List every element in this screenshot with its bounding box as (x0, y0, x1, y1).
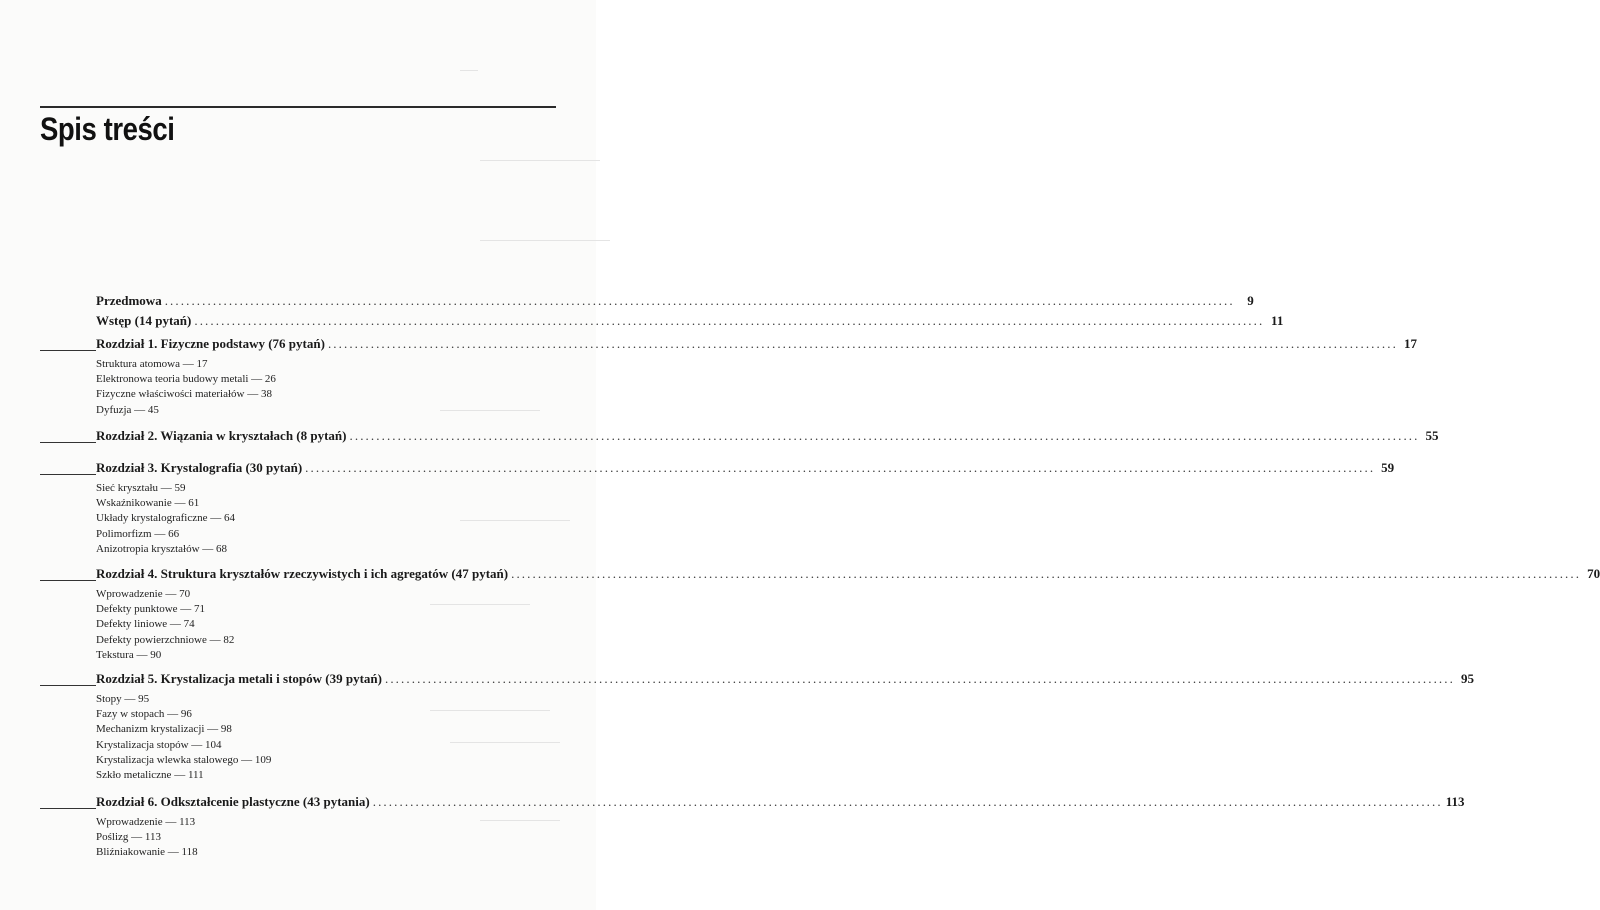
toc-entry-page: 17 (1403, 336, 1417, 351)
dot-leader: ........................................................................................................................................................................................................ (164, 293, 1235, 308)
toc-entry-page: 70 (1587, 566, 1600, 581)
show-through-line (460, 70, 478, 71)
toc-entry-title: Przedmowa (96, 293, 162, 308)
toc-subsection[interactable]: Mechanizm krystalizacji — 98 (96, 723, 232, 736)
toc-entry-page: 95 (1460, 671, 1474, 686)
chapter-rule (40, 580, 96, 581)
toc-entry-title: Rozdział 5. Krystalizacja metali i stopów (39 pytań) (96, 671, 382, 686)
toc-subsection[interactable]: Stopy — 95 (96, 693, 150, 705)
toc-subsection[interactable]: Wprowadzenie — 113 (96, 816, 196, 828)
toc-subsection[interactable]: Elektronowa teoria budowy metali — 26 (96, 373, 276, 386)
show-through-line (430, 604, 530, 605)
toc-subsection[interactable]: Układy krystalograficzne — 64 (96, 512, 235, 525)
toc-entry-title: Rozdział 4. Struktura kryształów rzeczywistych i ich agregatów (47 pytań) (96, 566, 509, 581)
toc-entry-title: Wstęp (14 pytań) (96, 313, 192, 328)
dot-leader: ........................................................................................................................................................................................................ (305, 460, 1376, 475)
toc-entry-title: Rozdział 1. Fizyczne podstawy (76 pytań) (96, 336, 325, 351)
dot-leader: ........................................................................................................................................................................................................ (372, 794, 1443, 809)
dot-leader: ........................................................................................................................................................................................................ (384, 671, 1455, 686)
show-through-line (430, 710, 550, 711)
toc-subsection[interactable]: Fazy w stopach — 96 (96, 708, 192, 721)
chapter-rule (40, 442, 96, 443)
toc-entry-page: 55 (1425, 428, 1439, 443)
toc-subsection[interactable]: Fizyczne właściwości materiałów — 38 (96, 388, 272, 401)
toc-subsection[interactable]: Wprowadzenie — 70 (96, 588, 191, 600)
toc-subsection[interactable]: Tekstura — 90 (96, 648, 162, 661)
toc-entry[interactable] (96, 794, 1465, 810)
toc-subsection[interactable]: Wskaźnikowanie — 61 (96, 497, 200, 510)
toc-entry[interactable] (96, 460, 1395, 476)
toc-subsection[interactable]: Defekty punktowe — 71 (96, 603, 206, 616)
toc-subsection[interactable]: Krystalizacja wlewka stalowego — 109 (96, 753, 272, 766)
show-through-line (480, 820, 560, 821)
toc-subsection[interactable]: Defekty liniowe — 74 (96, 618, 195, 631)
chapter-rule (40, 350, 96, 351)
page-title: Spis treści (40, 111, 175, 147)
toc-entry-page: 59 (1381, 460, 1395, 475)
toc-subsection[interactable]: Polimorfizm — 66 (96, 527, 180, 540)
toc-subsection[interactable]: Krystalizacja stopów — 104 (96, 738, 222, 751)
chapter-rule (40, 685, 96, 686)
toc-subsection[interactable]: Szkło metaliczne — 111 (96, 769, 204, 781)
toc-entry-page: 11 (1271, 313, 1284, 328)
toc-subsection[interactable]: Bliźniakowanie — 118 (96, 846, 198, 859)
dot-leader: ........................................................................................................................................................................................................ (349, 428, 1420, 443)
show-through-line (440, 410, 540, 411)
toc-entry[interactable] (96, 428, 1439, 444)
show-through-line (480, 160, 600, 161)
toc-entry-title: Rozdział 2. Wiązania w kryształach (8 pytań) (96, 428, 347, 443)
show-through-line (480, 240, 610, 241)
chapter-rule (40, 474, 96, 475)
toc-entry[interactable] (96, 336, 1417, 352)
show-through-line (450, 742, 560, 743)
dot-leader: ........................................................................................................................................................................................................ (511, 566, 1582, 581)
toc-entry[interactable] (96, 313, 1284, 329)
toc-entry-title: Rozdział 6. Odkształcenie plastyczne (43 pytania) (96, 794, 370, 809)
toc-subsection[interactable]: Poślizg — 113 (96, 831, 161, 844)
toc-subsection[interactable]: Struktura atomowa — 17 (96, 358, 208, 370)
toc-subsection[interactable]: Defekty powierzchniowe — 82 (96, 633, 235, 646)
chapter-rule (40, 808, 96, 809)
dot-leader: ........................................................................................................................................................................................................ (194, 313, 1265, 328)
toc-subsection[interactable]: Anizotropia kryształów — 68 (96, 542, 228, 555)
toc-subsection[interactable]: Dyfuzja — 45 (96, 403, 159, 416)
dot-leader: ........................................................................................................................................................................................................ (327, 336, 1398, 351)
toc-subsection[interactable]: Sieć kryształu — 59 (96, 482, 186, 494)
toc-entry-page: 113 (1445, 794, 1465, 809)
toc-entry[interactable] (96, 671, 1474, 687)
toc-entry-title: Rozdział 3. Krystalografia (30 pytań) (96, 460, 303, 475)
toc-entry[interactable] (96, 293, 1254, 309)
toc-entry[interactable] (96, 566, 1600, 582)
toc-entry-page: 9 (1247, 293, 1254, 308)
show-through-line (460, 520, 570, 521)
